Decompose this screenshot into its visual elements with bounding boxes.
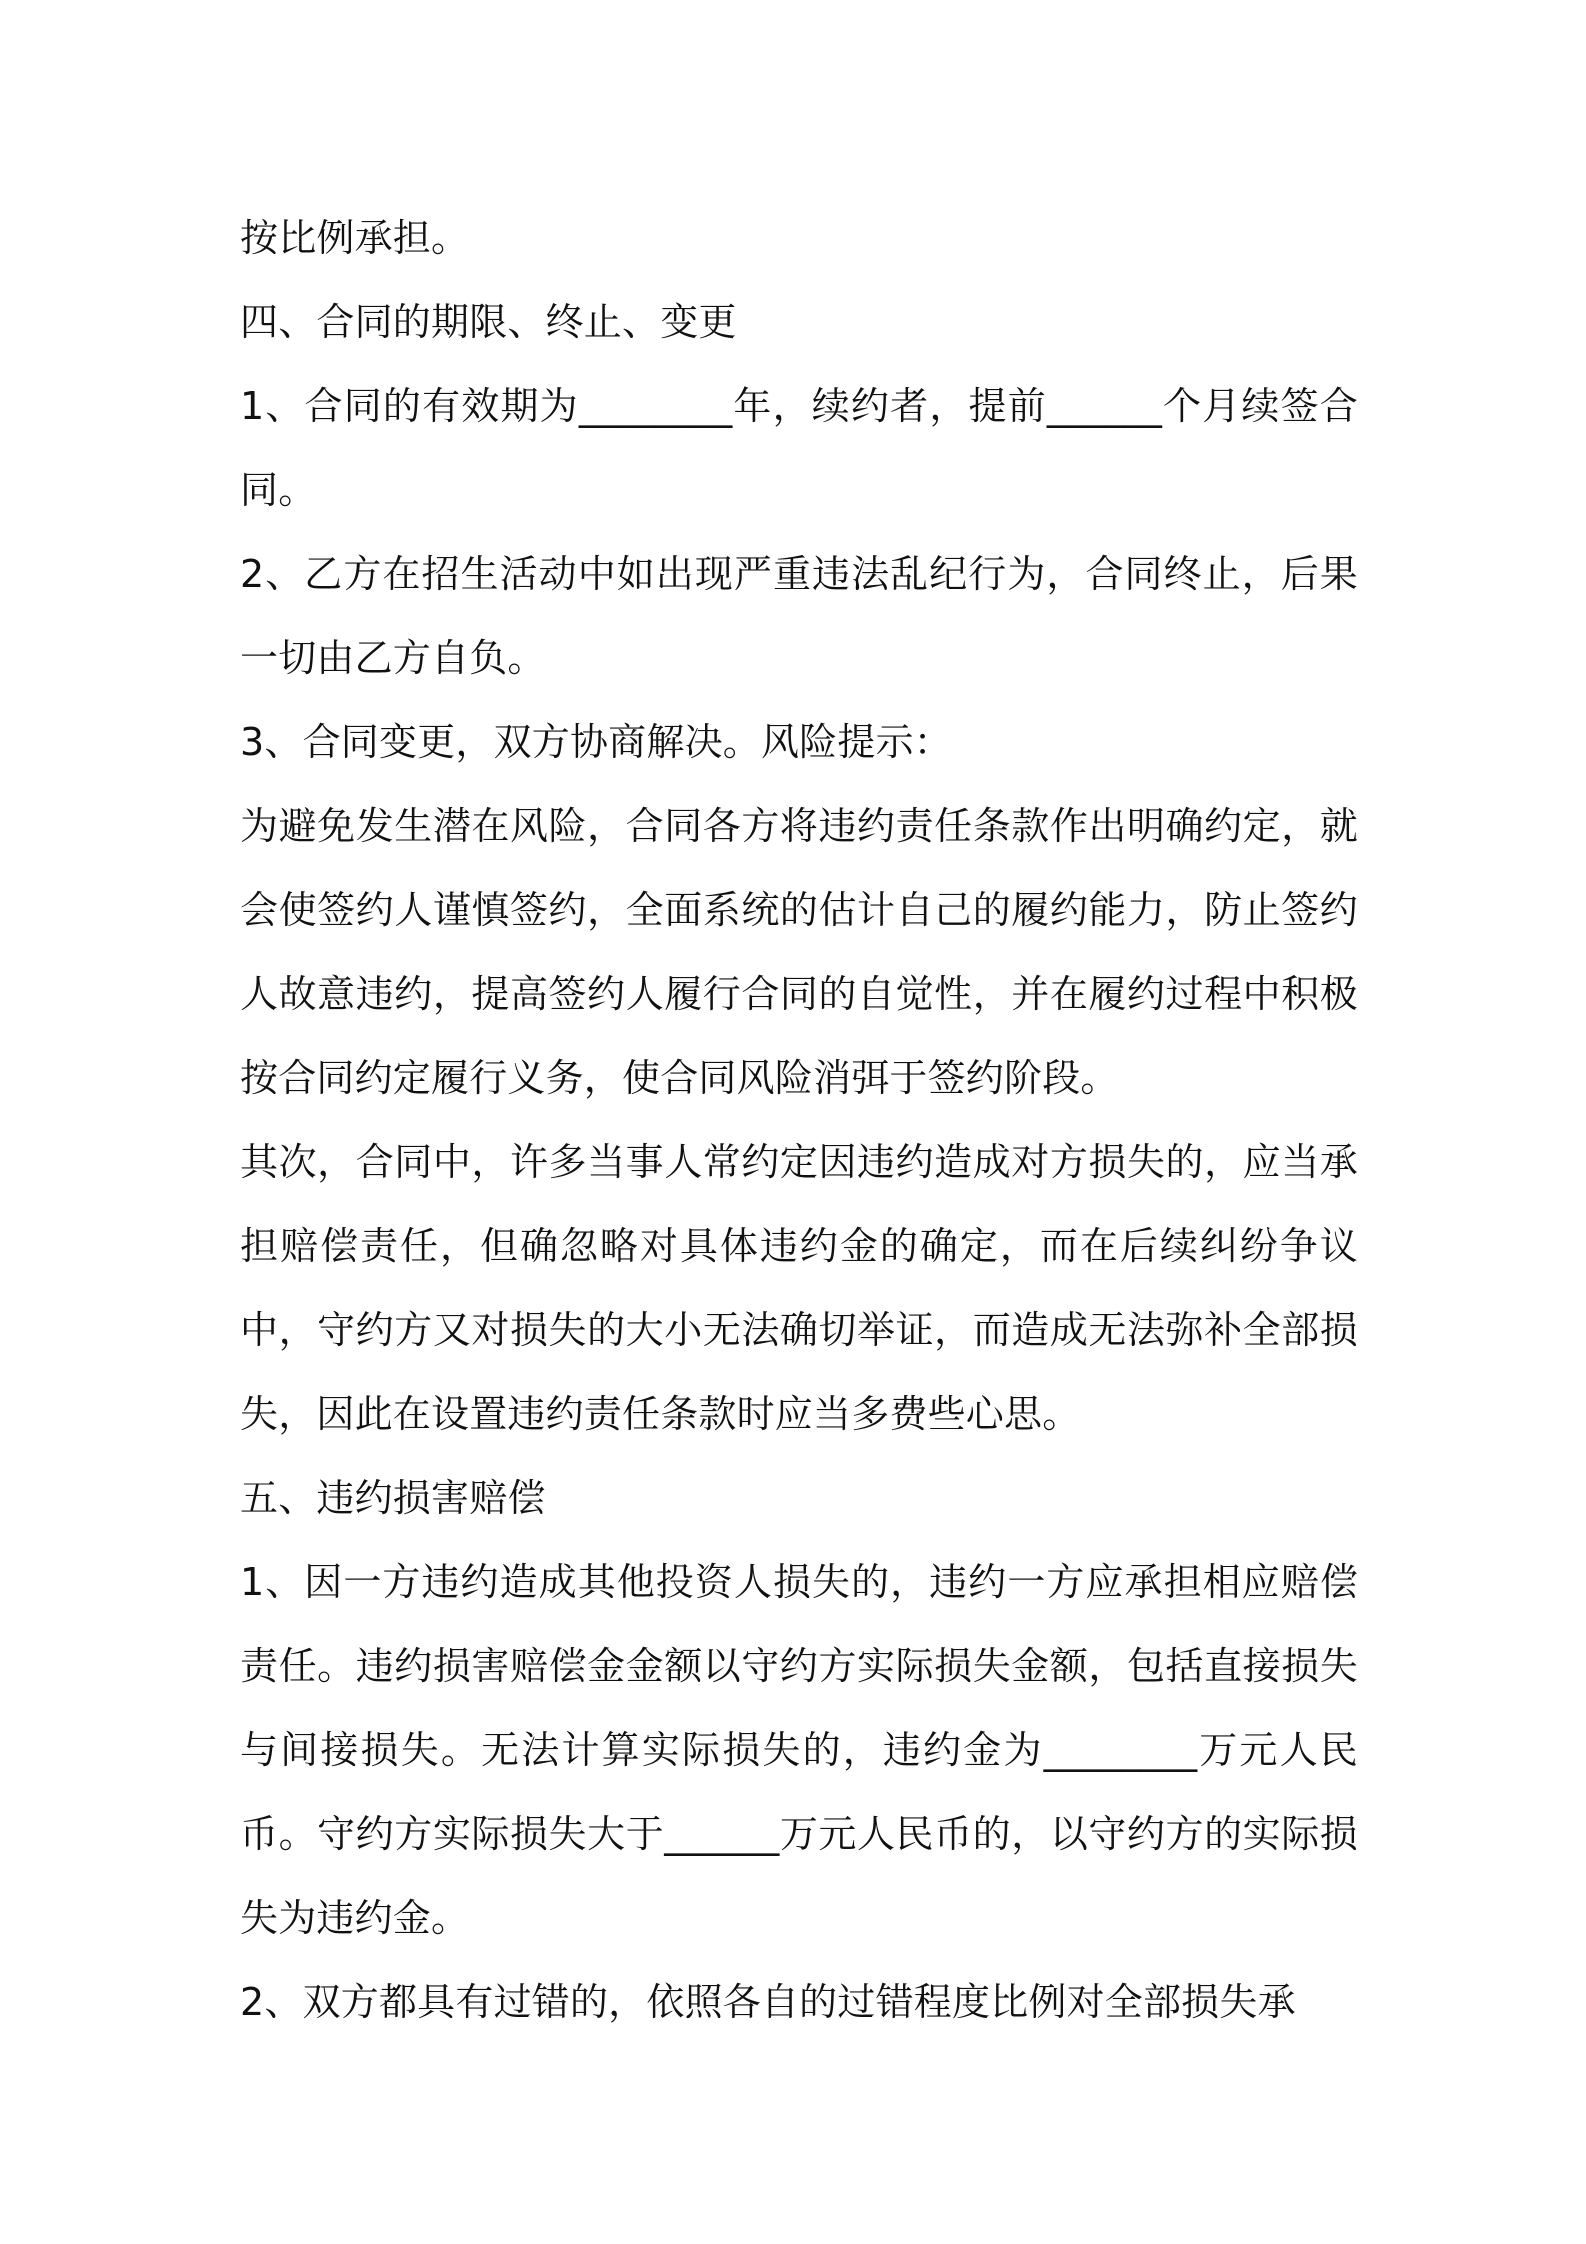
section-heading-term: 四、合同的期限、终止、变更 [240, 300, 737, 344]
paragraph-cost-share: 按比例承担。 [240, 216, 470, 260]
risk-note-paragraph-1: 为避免发生潜在风险，合同各方将违约责任条款作出明确约定，就会使签约人谨慎签约，全面系统的估计自己的履约能力，防止签约人故意违约，提高签约人履行合同的自觉性，并在履约过程中积极按合同约定履行义务，使合同风险消弭于签约阶段。 [240, 804, 1358, 1100]
section-heading-damages: 五、违约损害赔偿 [240, 1476, 546, 1520]
clause-damages-2: 2、双方都具有过错的，依照各自的过错程度比例对全部损失承 [240, 1980, 1296, 2024]
clause-termination: 2、乙方在招生活动中如出现严重违法乱纪行为，合同终止，后果一切由乙方自负。 [240, 552, 1358, 680]
clause-validity-period: 1、合同的有效期为________年，续约者，提前______个月续签合同。 [240, 384, 1358, 512]
document-body [240, 196, 1358, 2044]
risk-note-paragraph-2: 其次，合同中，许多当事人常约定因违约造成对方损失的，应当承担赔偿责任，但确忽略对具体违约金的确定，而在后续纠纷争议中，守约方又对损失的大小无法确切举证，而造成无法弥补全部损失，因此在设置违约责任条款时应当多费些心思。 [240, 1140, 1358, 1436]
clause-modification: 3、合同变更，双方协商解决。风险提示： [240, 720, 952, 764]
clause-damages-1: 1、因一方违约造成其他投资人损失的，违约一方应承担相应赔偿责任。违约损害赔偿金金额以守约方实际损失金额，包括直接损失与间接损失。无法计算实际损失的，违约金为________万元人民币。守约方实际损失大于______万元人民币的，以守约方的实际损失为违约金。 [240, 1560, 1358, 1940]
